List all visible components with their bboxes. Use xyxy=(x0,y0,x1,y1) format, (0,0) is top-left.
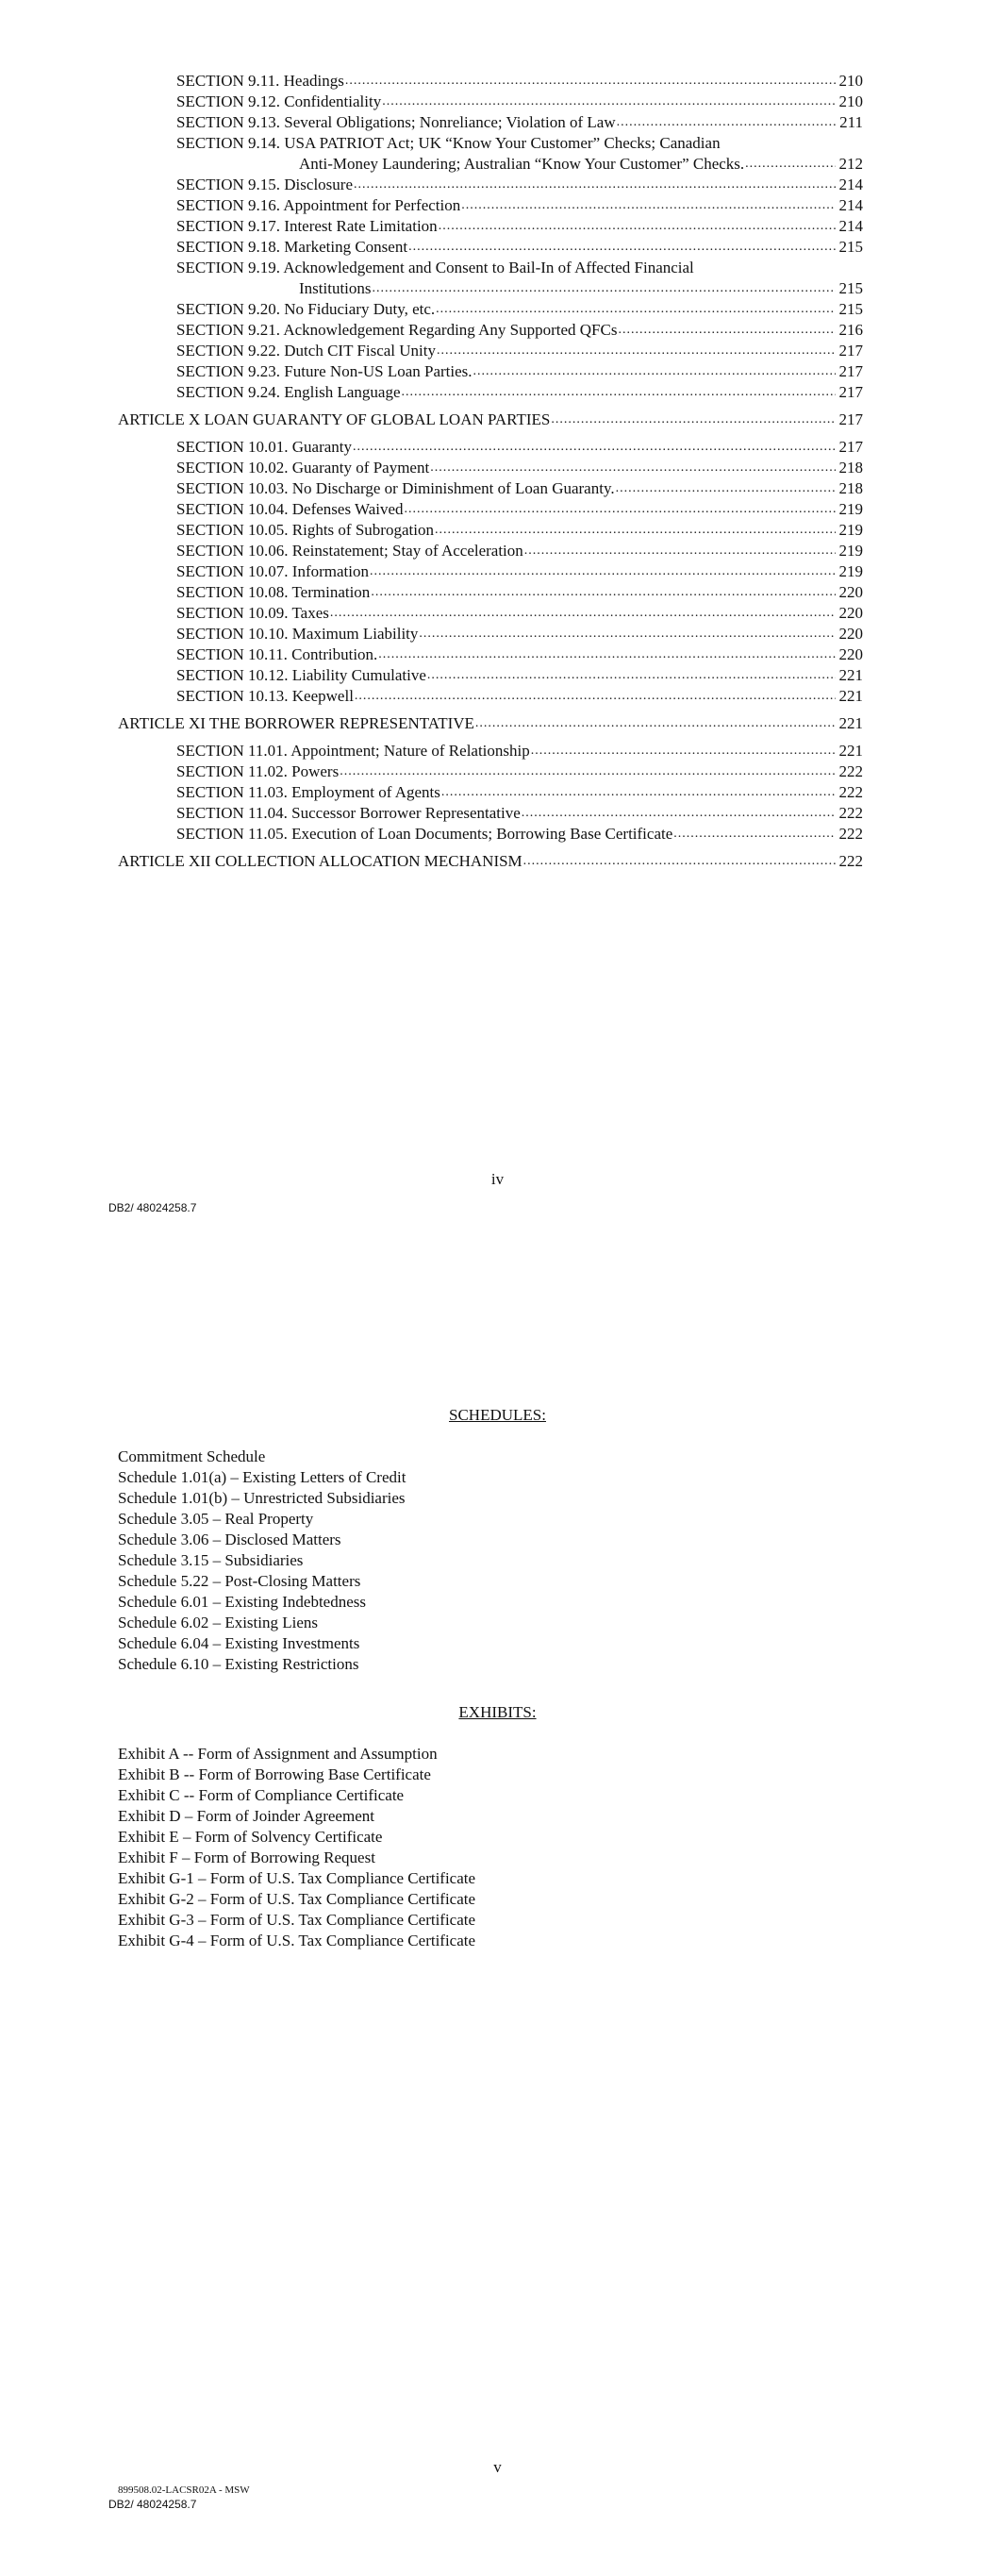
toc-entry xyxy=(118,299,863,320)
toc-entry-title: SECTION 9.20. No Fiduciary Duty, etc. xyxy=(176,300,436,318)
schedule-item: Schedule 1.01(b) – Unrestricted Subsidiaries xyxy=(118,1489,406,1507)
dot-leader xyxy=(419,624,836,644)
dot-leader xyxy=(330,603,836,624)
toc-entry xyxy=(118,382,863,403)
toc-entry-title: SECTION 10.13. Keepwell xyxy=(176,687,354,705)
schedule-item: Schedule 6.10 – Existing Restrictions xyxy=(118,1655,359,1673)
dot-leader xyxy=(402,382,837,403)
toc-entry-title: SECTION 10.01. Guaranty xyxy=(176,438,353,456)
toc-entry xyxy=(118,499,863,520)
table-of-contents xyxy=(118,71,863,878)
dot-leader xyxy=(355,686,836,707)
schedules-list xyxy=(118,1447,406,1675)
schedule-item: Schedule 6.04 – Existing Investments xyxy=(118,1634,360,1652)
exhibit-item: Exhibit E – Form of Solvency Certificate xyxy=(118,1828,383,1846)
dot-leader xyxy=(353,437,836,458)
schedule-item: Schedule 3.06 – Disclosed Matters xyxy=(118,1531,341,1548)
toc-entry-page: 214 xyxy=(838,196,863,214)
toc-entry xyxy=(118,437,863,458)
toc-entry xyxy=(118,561,863,582)
dot-leader xyxy=(427,665,836,686)
toc-entry-title: SECTION 10.11. Contribution. xyxy=(176,645,378,663)
toc-entry xyxy=(118,320,863,341)
toc-entry-page: 214 xyxy=(838,176,863,193)
toc-entry-title: SECTION 9.12. Confidentiality xyxy=(176,92,382,110)
exhibits-heading xyxy=(0,1703,995,1722)
dot-leader xyxy=(405,499,836,520)
toc-article-entry xyxy=(118,713,863,734)
toc-entry-continuation xyxy=(176,154,863,175)
schedule-item: Schedule 1.01(a) – Existing Letters of Credit xyxy=(118,1468,406,1486)
toc-entry-page: 218 xyxy=(838,479,863,497)
schedule-item: Schedule 3.05 – Real Property xyxy=(118,1510,314,1528)
exhibit-item: Exhibit C -- Form of Compliance Certificate xyxy=(118,1786,405,1804)
toc-entry-title: SECTION 11.05. Execution of Loan Documents; Borrowing Base Certificate xyxy=(176,825,673,843)
toc-entry xyxy=(118,216,863,237)
toc-entry xyxy=(118,803,863,824)
toc-entry-page: 215 xyxy=(838,238,863,256)
toc-entry xyxy=(118,582,863,603)
toc-entry-title-continued: Anti-Money Laundering; Australian “Know Your Customer” Checks. xyxy=(299,155,745,173)
toc-entry-title-continued: Institutions xyxy=(299,279,372,297)
schedule-item: Schedule 6.01 – Existing Indebtedness xyxy=(118,1593,366,1611)
dot-leader xyxy=(435,520,836,541)
exhibit-item: Exhibit B -- Form of Borrowing Base Certificate xyxy=(118,1765,431,1783)
toc-entry xyxy=(118,92,863,112)
toc-entry xyxy=(118,824,863,845)
toc-entry-title: SECTION 10.10. Maximum Liability xyxy=(176,625,419,643)
dot-leader xyxy=(475,713,836,734)
toc-entry xyxy=(118,195,863,216)
dot-leader xyxy=(441,782,836,803)
toc-entry-title: SECTION 11.01. Appointment; Nature of Relationship xyxy=(176,742,530,760)
exhibit-item: Exhibit G-2 – Form of U.S. Tax Compliance Certificate xyxy=(118,1890,476,1908)
toc-entry xyxy=(118,665,863,686)
schedules-heading-text: SCHEDULES: xyxy=(449,1406,546,1424)
toc-entry-title: SECTION 9.21. Acknowledgement Regarding Any Supported QFCs xyxy=(176,321,618,339)
toc-entry-page: 210 xyxy=(838,72,863,90)
toc-entry-title: SECTION 9.24. English Language xyxy=(176,383,401,401)
schedule-item: Commitment Schedule xyxy=(118,1447,266,1465)
exhibit-item: Exhibit G-1 – Form of U.S. Tax Compliance Certificate xyxy=(118,1869,476,1887)
schedules-heading xyxy=(0,1406,995,1425)
dot-leader xyxy=(382,92,836,112)
toc-entry-page: 222 xyxy=(838,783,863,801)
toc-entry xyxy=(118,112,863,133)
toc-entry xyxy=(118,686,863,707)
toc-entry-page: 217 xyxy=(838,362,863,380)
exhibit-item: Exhibit G-4 – Form of U.S. Tax Compliance Certificate xyxy=(118,1932,476,1949)
exhibit-item: Exhibit G-3 – Form of U.S. Tax Compliance Certificate xyxy=(118,1911,476,1929)
toc-entry-title: SECTION 9.16. Appointment for Perfection xyxy=(176,196,461,214)
dot-leader xyxy=(523,851,836,872)
dot-leader xyxy=(524,541,836,561)
toc-entry xyxy=(118,237,863,258)
toc-entry-title: SECTION 11.02. Powers xyxy=(176,762,340,780)
toc-entry-page: 221 xyxy=(838,687,863,705)
exhibits-list xyxy=(118,1744,475,1951)
schedule-item: Schedule 6.02 – Existing Liens xyxy=(118,1614,319,1631)
toc-entry-page: 220 xyxy=(838,583,863,601)
toc-entry-page: 215 xyxy=(838,300,863,318)
toc-entry-page: 215 xyxy=(838,279,863,297)
toc-entry-page: 221 xyxy=(838,714,863,732)
dot-leader xyxy=(745,154,836,175)
toc-entry-page: 217 xyxy=(838,342,863,360)
page-v xyxy=(0,1288,995,2576)
toc-entry-page: 221 xyxy=(838,742,863,760)
page-number: v xyxy=(493,2458,502,2476)
toc-entry-title: SECTION 10.08. Termination xyxy=(176,583,371,601)
toc-entry xyxy=(118,644,863,665)
toc-entry-page: 222 xyxy=(838,762,863,780)
toc-entry xyxy=(118,541,863,561)
toc-entry-page: 217 xyxy=(838,410,863,428)
toc-entry-title: SECTION 9.15. Disclosure xyxy=(176,176,353,193)
dot-leader xyxy=(551,410,836,430)
toc-entry-title: SECTION 9.17. Interest Rate Limitation xyxy=(176,217,438,235)
toc-entry-page: 220 xyxy=(838,645,863,663)
toc-entry xyxy=(118,361,863,382)
toc-entry-page: 222 xyxy=(838,852,863,870)
dot-leader xyxy=(531,741,836,761)
toc-entry xyxy=(118,71,863,92)
exhibits-heading-text: EXHIBITS: xyxy=(458,1703,537,1721)
toc-entry-page: 221 xyxy=(838,666,863,684)
toc-entry-title: ARTICLE XI THE BORROWER REPRESENTATIVE xyxy=(118,714,474,732)
toc-entry-page: 219 xyxy=(838,562,863,580)
toc-entry-page: 222 xyxy=(838,804,863,822)
toc-entry-title: SECTION 9.22. Dutch CIT Fiscal Unity xyxy=(176,342,436,360)
toc-entry-page: 222 xyxy=(838,825,863,843)
dot-leader xyxy=(354,175,836,195)
document-id-footer: DB2/ 48024258.7 xyxy=(108,2498,197,2511)
toc-entry xyxy=(118,341,863,361)
dot-leader xyxy=(473,361,836,382)
toc-entry-title: SECTION 10.05. Rights of Subrogation xyxy=(176,521,434,539)
toc-entry-title: SECTION 9.11. Headings xyxy=(176,72,344,90)
exhibit-item: Exhibit A -- Form of Assignment and Assumption xyxy=(118,1745,438,1763)
dot-leader xyxy=(378,644,836,665)
toc-entry xyxy=(118,520,863,541)
schedule-item: Schedule 5.22 – Post-Closing Matters xyxy=(118,1572,361,1590)
exhibit-item: Exhibit F – Form of Borrowing Request xyxy=(118,1848,375,1866)
toc-entry xyxy=(118,175,863,195)
toc-entry-page: 214 xyxy=(838,217,863,235)
toc-entry-continuation xyxy=(176,278,863,299)
toc-article-entry xyxy=(118,410,863,430)
toc-entry-page: 218 xyxy=(838,459,863,477)
dot-leader xyxy=(370,561,836,582)
dot-leader xyxy=(616,478,836,499)
toc-entry-title: SECTION 9.19. Acknowledgement and Consent to Bail-In of Affected Financial xyxy=(176,259,694,276)
toc-entry-page: 219 xyxy=(838,521,863,539)
dot-leader xyxy=(437,341,836,361)
dot-leader xyxy=(439,216,836,237)
toc-entry-page: 219 xyxy=(838,542,863,560)
document-code-footer: 899508.02-LACSR02A - MSW xyxy=(118,2484,250,2496)
toc-entry-title: SECTION 9.13. Several Obligations; Nonreliance; Violation of Law xyxy=(176,113,616,131)
toc-entry xyxy=(118,761,863,782)
toc-entry-title: SECTION 9.23. Future Non-US Loan Parties. xyxy=(176,362,473,380)
toc-entry-title: SECTION 10.07. Information xyxy=(176,562,369,580)
document-id-footer: DB2/ 48024258.7 xyxy=(108,1201,197,1214)
toc-entry-page: 216 xyxy=(838,321,863,339)
toc-entry-title: SECTION 10.06. Reinstatement; Stay of Acceleration xyxy=(176,542,523,560)
dot-leader xyxy=(408,237,836,258)
toc-entry xyxy=(118,133,863,175)
toc-entry-page: 217 xyxy=(838,438,863,456)
toc-entry-title: SECTION 9.18. Marketing Consent xyxy=(176,238,408,256)
dot-leader xyxy=(345,71,836,92)
toc-entry-page: 217 xyxy=(838,383,863,401)
toc-entry-title: ARTICLE XII COLLECTION ALLOCATION MECHANISM xyxy=(118,852,522,870)
dot-leader xyxy=(436,299,836,320)
schedule-item: Schedule 3.15 – Subsidiaries xyxy=(118,1551,304,1569)
toc-entry-title: SECTION 9.14. USA PATRIOT Act; UK “Know Your Customer” Checks; Canadian xyxy=(176,134,721,152)
toc-entry xyxy=(118,741,863,761)
toc-entry xyxy=(118,782,863,803)
toc-entry-title: SECTION 10.12. Liability Cumulative xyxy=(176,666,426,684)
dot-leader xyxy=(430,458,836,478)
toc-entry-title: SECTION 10.04. Defenses Waived xyxy=(176,500,404,518)
toc-article-entry xyxy=(118,851,863,872)
exhibit-item: Exhibit D – Form of Joinder Agreement xyxy=(118,1807,374,1825)
dot-leader xyxy=(673,824,836,845)
page-number: iv xyxy=(490,1170,505,1188)
toc-entry xyxy=(118,258,863,299)
dot-leader xyxy=(618,320,836,341)
toc-entry-page: 220 xyxy=(838,625,863,643)
dot-leader xyxy=(522,803,836,824)
toc-entry-page: 220 xyxy=(838,604,863,622)
toc-entry-title: SECTION 10.09. Taxes xyxy=(176,604,329,622)
toc-entry xyxy=(118,458,863,478)
toc-entry-page: 211 xyxy=(839,113,863,131)
dot-leader xyxy=(340,761,836,782)
dot-leader xyxy=(617,112,836,133)
dot-leader xyxy=(371,582,836,603)
toc-entry-title: SECTION 10.02. Guaranty of Payment xyxy=(176,459,430,477)
toc-entry-page: 212 xyxy=(838,155,863,173)
toc-entry-page: 210 xyxy=(838,92,863,110)
dot-leader xyxy=(461,195,836,216)
toc-entry xyxy=(118,603,863,624)
toc-entry-title: SECTION 11.03. Employment of Agents xyxy=(176,783,440,801)
toc-entry xyxy=(118,478,863,499)
toc-entry-page: 219 xyxy=(838,500,863,518)
toc-entry-title: SECTION 11.04. Successor Borrower Representative xyxy=(176,804,521,822)
dot-leader xyxy=(373,278,836,299)
toc-entry-title: SECTION 10.03. No Discharge or Diminishment of Loan Guaranty. xyxy=(176,479,615,497)
toc-entry-title: ARTICLE X LOAN GUARANTY OF GLOBAL LOAN PARTIES xyxy=(118,410,551,428)
toc-entry xyxy=(118,624,863,644)
